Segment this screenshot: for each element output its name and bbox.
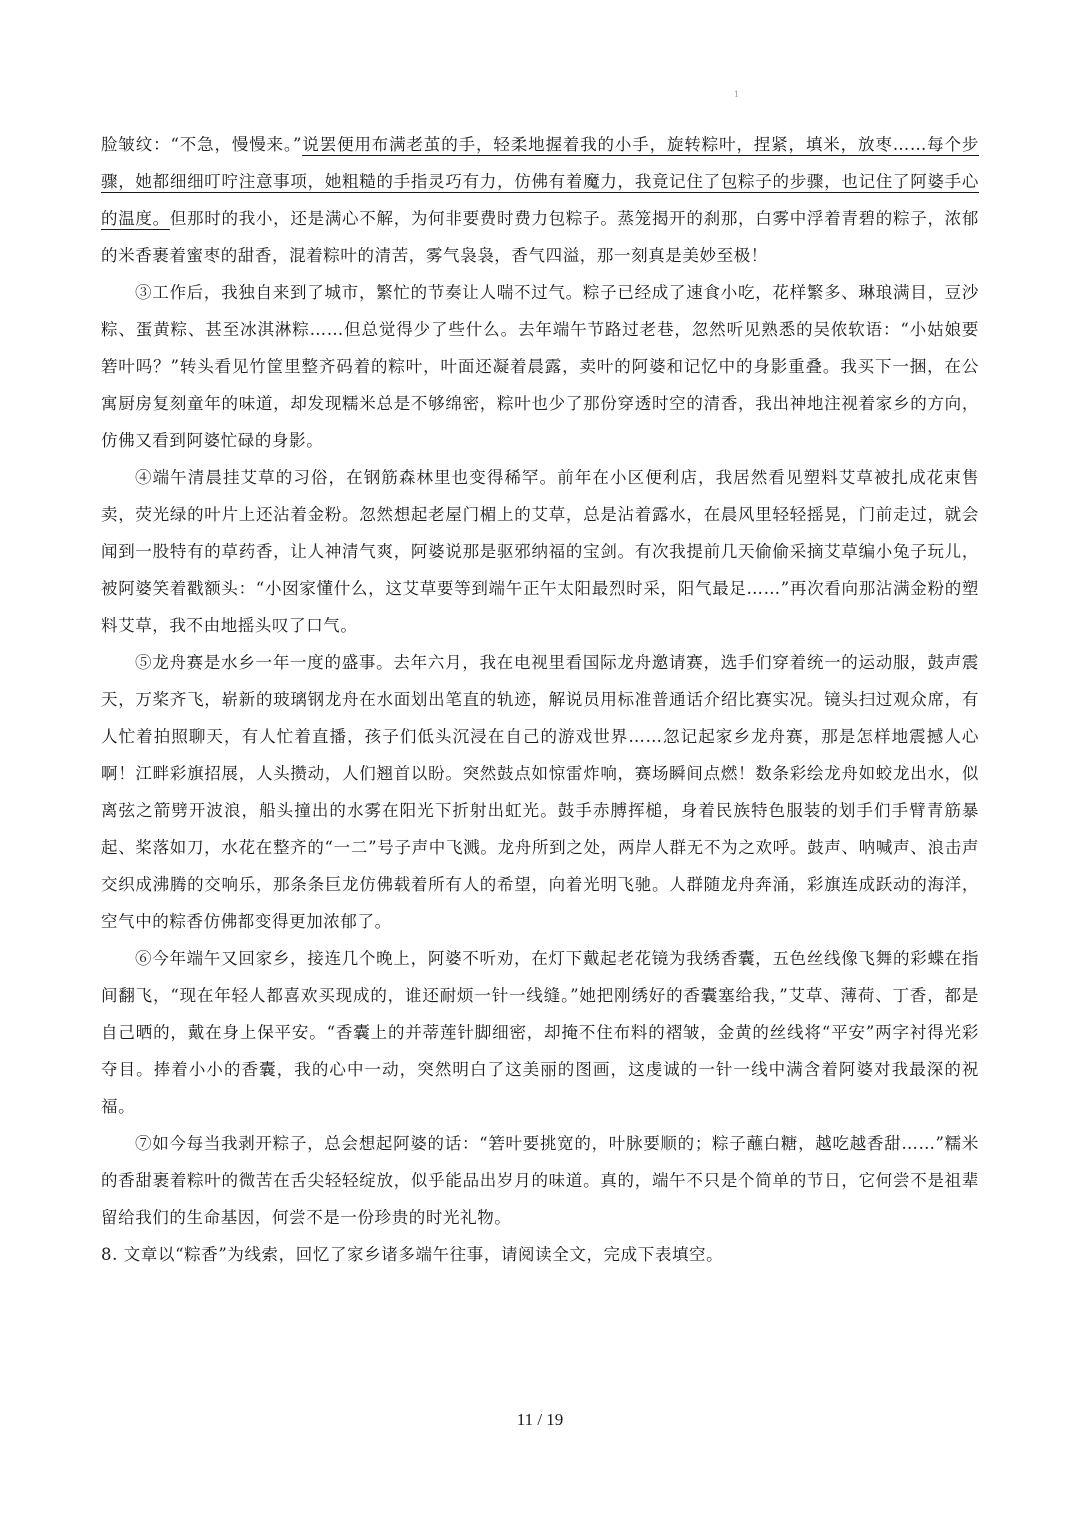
paragraph-3: ③工作后，我独自来到了城市，繁忙的节奏让人喘不过气。粽子已经成了速食小吃，花样繁多、琳琅满目，豆沙粽、蛋黄粽、甚至冰淇淋粽……但总觉得少了些什么。去年端午节路过老巷，忽然听见熟悉的吴侬软语：“小姑娘要箬叶吗？”转头看见竹筐里整齐码着的粽叶，叶面还凝着晨露，卖叶的阿婆和记忆中的身影重叠。我买下一捆，在公寓厨房复刻童年的味道，却发现糯米总是不够绵密，粽叶也少了那份穿透时空的清香，我出神地注视着家乡的方向，仿佛又看到阿婆忙碌的身影。 <box>101 283 979 450</box>
paragraph-7: ⑦如今每当我剥开粽子，总会想起阿婆的话：“箬叶要挑宽的，叶脉要顺的；粽子蘸白糖，越吃越香甜……”糯米的香甜裹着粽叶的微苦在舌尖轻轻绽放，似乎能品出岁月的味道。真的，端午不只是个简单的节日，它何尝不是祖辈留给我们的生命基因，何尝不是一份珍贵的时光礼物。 <box>101 1134 979 1227</box>
article-body <box>101 126 979 1273</box>
question-8: 8. 文章以“粽香”为线索，回忆了家乡诸多端午往事，请阅读全文，完成下表填空。 <box>101 1245 724 1264</box>
paragraph-5: ⑤龙舟赛是水乡一年一度的盛事。去年六月，我在电视里看国际龙舟邀请赛，选手们穿着统一的运动服，鼓声震天，万桨齐飞，崭新的玻璃钢龙舟在水面划出笔直的轨迹，解说员用标准普通话介绍比赛实况。镜头扫过观众席，有人忙着拍照聊天，有人忙着直播，孩子们低头沉浸在自己的游戏世界……忽记起家乡龙舟赛，那是怎样地震撼人心啊！江畔彩旗招展，人头攒动，人们翘首以盼。突然鼓点如惊雷炸响，赛场瞬间点燃！数条彩绘龙舟如蛟龙出水，似离弦之箭劈开波浪，船头撞出的水雾在阳光下折射出虹光。鼓手赤膊挥槌，身着民族特色服装的划手们手臂青筋暴起、桨落如刀，水花在整齐的“一二”号子声中飞溅。龙舟所到之处，两岸人群无不为之欢呼。鼓声、呐喊声、浪击声交织成沸腾的交响乐，那条条巨龙仿佛载着所有人的希望，向着光明飞驰。人群随龙舟奔涌，彩旗连成跃动的海洋，空气中的粽香仿佛都变得更加浓郁了。 <box>101 653 979 931</box>
paragraph-2-before: 脸皱纹：“不急，慢慢来。” <box>101 135 303 154</box>
paragraph-2-continued <box>101 126 979 274</box>
paragraph-4: ④端午清晨挂艾草的习俗，在钢筋森林里也变得稀罕。前年在小区便利店，我居然看见塑料艾草被扎成花束售卖，荧光绿的叶片上还沾着金粉。忽然想起老屋门楣上的艾草，总是沾着露水，在晨风里轻轻摇晃，门前走过，就会闻到一股特有的草药香，让人神清气爽，阿婆说那是驱邪纳福的宝剑。有次我提前几天偷偷采摘艾草编小兔子玩儿，被阿婆笑着戳额头：“小囡家懂什么，这艾草要等到端午正午太阳最烈时采，阳气最足……”再次看向那沾满金粉的塑料艾草，我不由地摇头叹了口气。 <box>101 468 979 635</box>
header-mark: 1 <box>734 90 740 99</box>
paragraph-2-after: 但那时的我小，还是满心不解，为何非要费时费力包粽子。蒸笼揭开的刹那，白雾中浮着青碧的粽子，浓郁的米香裹着蜜枣的甜香，混着粽叶的清苦，雾气袅袅，香气四溢，那一刻真是美妙至极！ <box>101 209 979 265</box>
paragraph-2-underlined: 说罢便用布满老茧的手，轻柔地握着我的小手，旋转粽叶，捏紧，填米，放枣……每个步骤，她都细细叮咛注意事项，她粗糙的手指灵巧有力，仿佛有着魔力，我竟记住了包粽子的步骤，也记住了阿婆手心的温度。 <box>101 135 980 228</box>
page-number: 11 / 19 <box>516 1410 564 1429</box>
paragraph-6: ⑥今年端午又回家乡，接连几个晚上，阿婆不听劝，在灯下戴起老花镜为我绣香囊，五色丝线像飞舞的彩蝶在指间翻飞，“现在年轻人都喜欢买现成的，谁还耐烦一针一线缝。”她把刚绣好的香囊塞给我，”艾草、薄荷、丁香，都是自己晒的，戴在身上保平安。“香囊上的并蒂莲针脚细密，却掩不住布料的褶皱，金黄的丝线将“平安”两字衬得光彩夺目。捧着小小的香囊，我的心中一动，突然明白了这美丽的图画，这虔诚的一针一线中满含着阿婆对我最深的祝福。 <box>101 949 979 1116</box>
